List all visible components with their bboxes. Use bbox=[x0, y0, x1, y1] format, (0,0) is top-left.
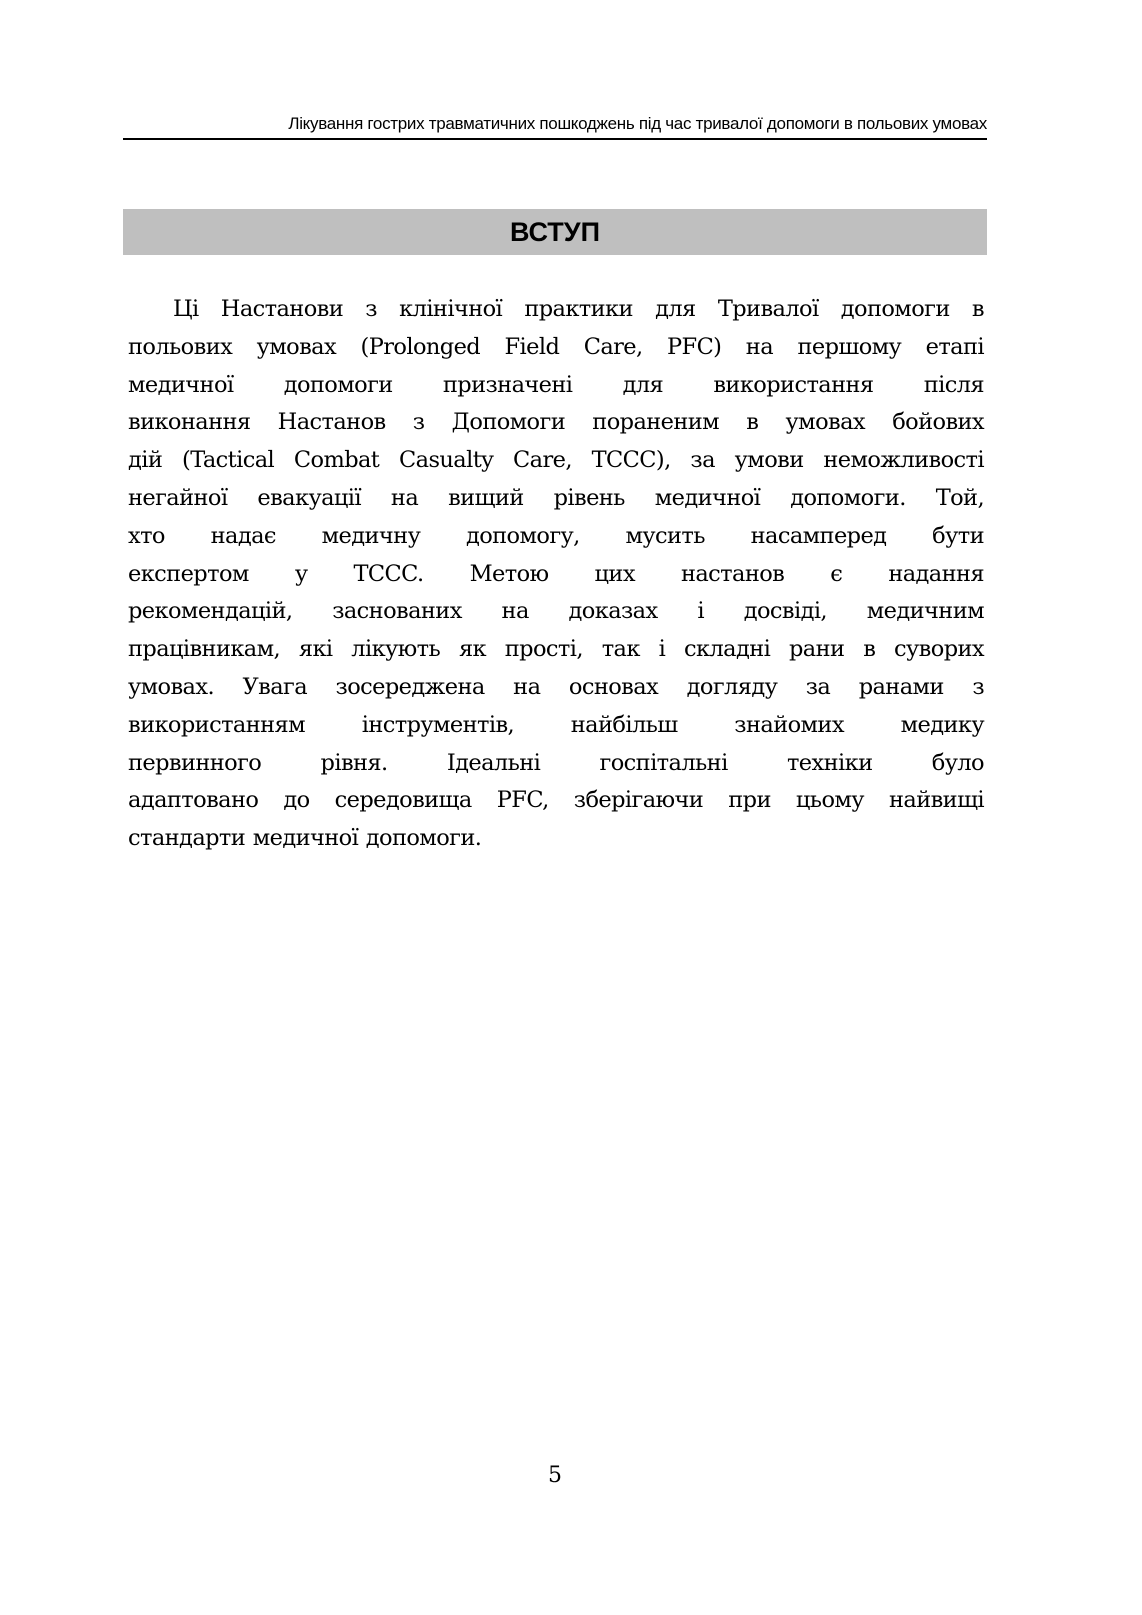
paragraph-line: рекомендацій, заснованих на доказах і досвіді, медичним bbox=[128, 598, 984, 625]
paragraph-line: Ці Настанови з клінічної практики для Тривалої допомоги в bbox=[173, 296, 984, 322]
running-header: Лікування гострих травматичних пошкоджень під час тривалої допомоги в польових умовах bbox=[288, 114, 987, 133]
paragraph-line: виконання Настанов з Допомоги пораненим в умовах бойових bbox=[128, 409, 984, 436]
section-banner bbox=[123, 209, 987, 255]
paragraph-line: польових умовах (Prolonged Field Care, PFC) на першому етапі bbox=[128, 333, 984, 360]
paragraph-line: первинного рівня. Ідеальні госпітальні техніки було bbox=[128, 749, 984, 776]
paragraph-line: дій (Tactical Combat Casualty Care, TCCC), за умови неможливості bbox=[128, 447, 984, 474]
paragraph-line: стандарти медичної допомоги. bbox=[128, 825, 482, 852]
page-number: 5 bbox=[548, 1463, 562, 1488]
paragraph-line: медичної допомоги призначені для використання після bbox=[128, 371, 984, 398]
paragraph-line: працівникам, які лікують як прості, так і складні рани в суворих bbox=[128, 636, 984, 663]
body-paragraph bbox=[128, 291, 984, 858]
paragraph-line: використанням інструментів, найбільш знайомих медику bbox=[128, 711, 984, 738]
paragraph-line: хто надає медичну допомогу, мусить насамперед бути bbox=[128, 522, 984, 549]
paragraph-line: негайної евакуації на вищий рівень медичної допомоги. Той, bbox=[128, 484, 984, 511]
paragraph-line: умовах. Увага зосереджена на основах догляду за ранами з bbox=[128, 673, 984, 700]
header-rule bbox=[123, 138, 987, 140]
section-title: ВСТУП bbox=[510, 216, 600, 247]
paragraph-line: адаптовано до середовища PFC, зберігаючи при цьому найвищі bbox=[128, 787, 984, 814]
paragraph-line: експертом у TCCC. Метою цих настанов є надання bbox=[128, 560, 984, 587]
